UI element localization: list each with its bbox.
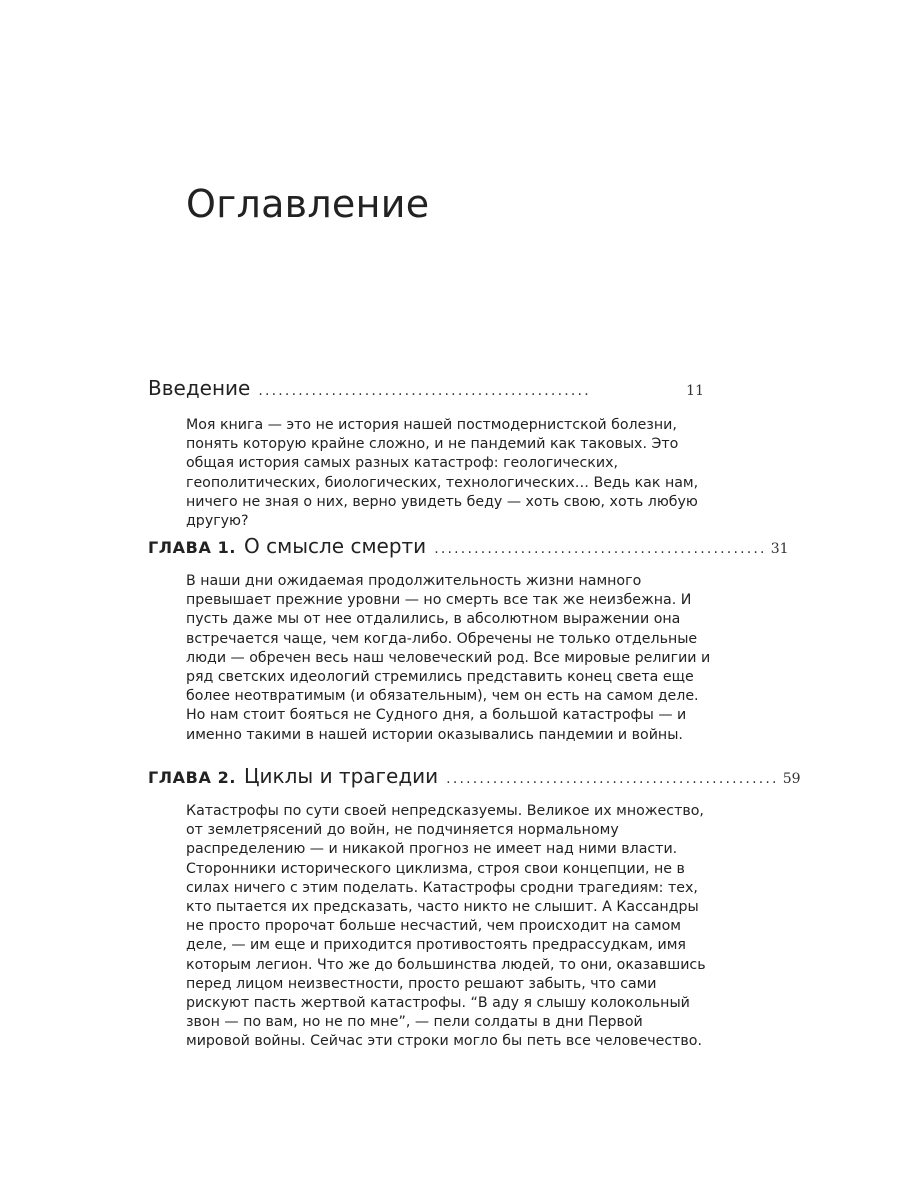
entry-description: В наши дни ожидаемая продолжительность жизни намного превышает прежние уровни — но смерть все так же неизбежна. И пусть даже мы от нее отдалились, в абсолютном выражении она встречается чаще, чем когда-либо. Обречены не только отдельные люди — обречен весь наш человеческий род. Все мировые религии и ряд светских идеологий стремились представить конец света еще более неотвратимым (и обязательным), чем он есть на самом деле. Но нам стоит бояться не Судного дня, а большой катастрофы — и именно такими в нашей истории оказывались пандемии и войны.	[186, 573, 711, 743]
entry-description: Моя книга — это не история нашей постмодернистской болезни, понять которую крайне сложно, и не пандемий как таковых. Это общая история самых разных катастроф: геологических, геополитических, биологических, технологических… Ведь как нам, ничего не зная о них, верно увидеть беду — хоть свою, хоть любую другую?	[186, 417, 699, 530]
entry-name: О смысле смерти	[244, 534, 427, 558]
toc-entry-chapter-1[interactable]	[148, 534, 789, 558]
chapter-label: ГЛАВА 2.	[148, 768, 237, 787]
entry-name: Циклы и трагедии	[244, 764, 439, 788]
entry-name: Введение	[148, 376, 251, 400]
page-number: 31	[770, 541, 789, 557]
toc-entry-chapter-2[interactable]	[148, 764, 801, 788]
dot-leader: ..................................................	[434, 541, 767, 557]
page-number: 11	[686, 383, 704, 399]
page-number: 59	[782, 771, 801, 787]
toc-entry-introduction[interactable]	[148, 376, 704, 400]
chapter-label: ГЛАВА 1.	[148, 538, 237, 557]
entry-description: Катастрофы по сути своей непредсказуемы. Великое их множество, от землетрясений до войн, не подчиняется нормальному распределению — и никакой прогноз не имеет над ними власти. Сторонники исторического циклизма, строя свои концепции, не в силах ничего с этим поделать. Катастрофы сродни трагедиям: тех, кто пытается их предсказать, часто никто не слышит. А Кассандры не просто пророчат больше несчастий, чем происходит на самом деле, — им еще и приходится противостоять предрассудкам, имя которым легион. Что же до большинства людей, то они, оказавшись перед лицом неизвестности, просто решают забыть, что сами рискуют пасть жертвой катастрофы. “В аду я слышу колокольный звон — по вам, но не по мне”, — пели солдаты в дни Первой мировой войны. Сейчас эти строки могло бы петь все человечество.	[186, 803, 706, 1050]
page-title: Оглавление	[186, 182, 430, 226]
dot-leader: ..................................................	[258, 383, 591, 399]
dot-leader: ..................................................	[446, 771, 779, 787]
